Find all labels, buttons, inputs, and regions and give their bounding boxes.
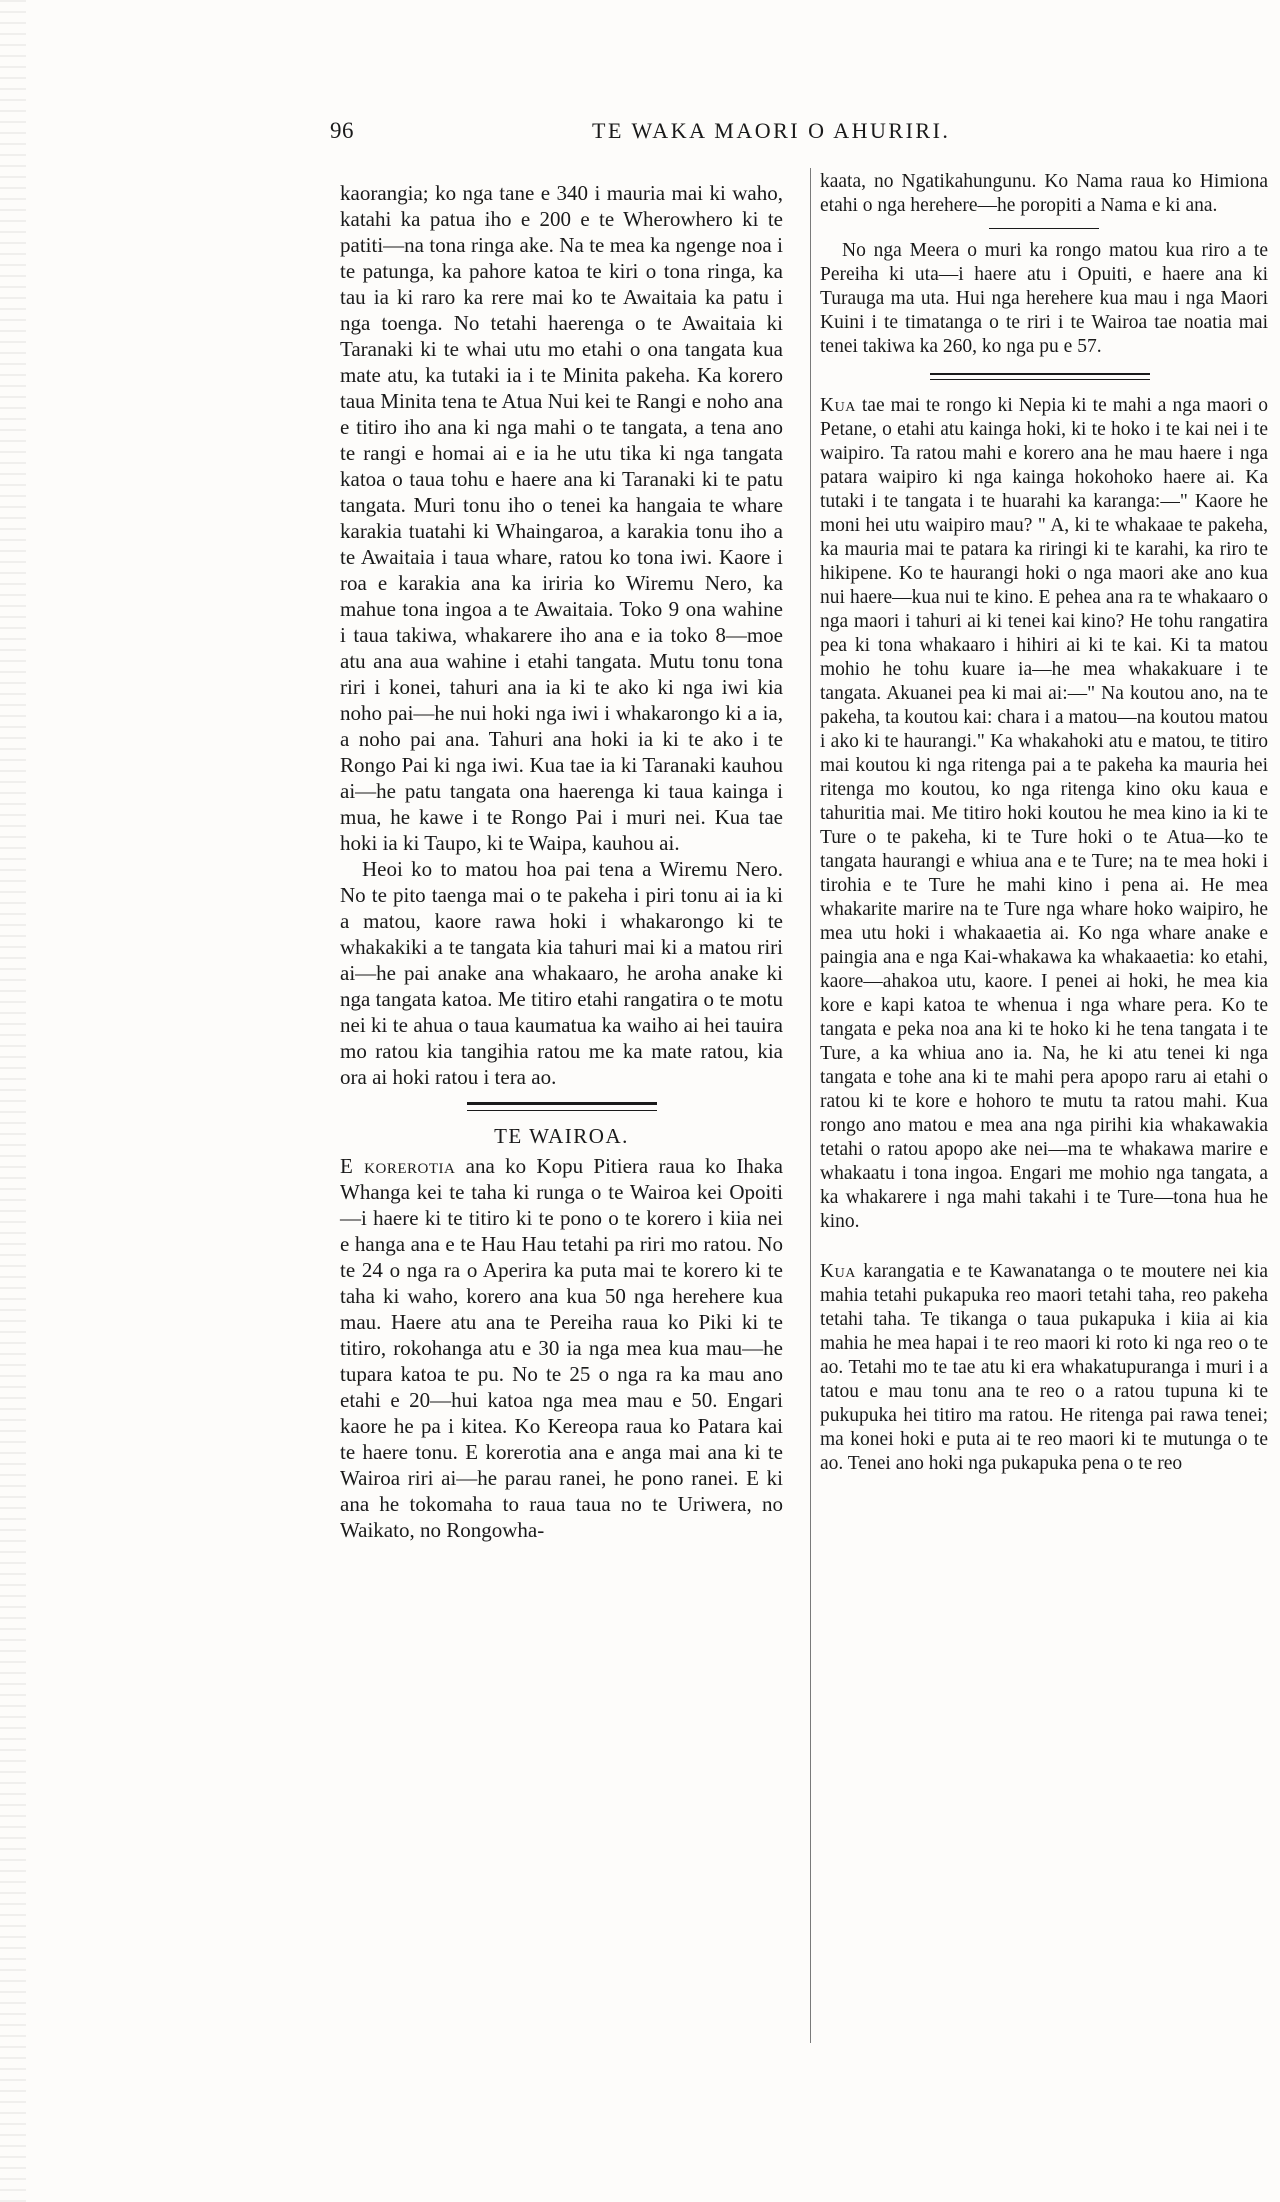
paragraph-4-body: karangatia e te Kawanatanga o te moutere nei kia mahia tetahi pukapuka reo maori tetahi taha, reo pakeha tetahi taha. Te tikanga o taua pukapuka i kiia ai kia mahia he mea hapai i te reo maori ki roto ki nga reo o te ao. Tetahi mo te tae atu ki era whakatupuranga i muri i a tatou e mau tonu ana te reo o a ratou tupuna ki te pukupuka hei titiro ma ratou. He ritenga pai rawa tenei; ma konei hoki e puta ai te reo maori ki te mutunga o te ao. Tenei ano hoki nga pukapuka pena o te reo	[820, 1261, 1268, 1474]
right-rule-2	[930, 373, 1150, 380]
section-lead: E korerotia	[340, 1154, 456, 1178]
right-paragraph-3	[820, 394, 1268, 1234]
left-paragraph-2: Heoi ko to matou hoa pai tena a Wiremu Nero. No te pito taenga mai o te pakeha i piri tonu ai ia ki a matou, kaore rawa hoki i whakarongo ki te whakakiki a te tangata kia tahuri mai ki a matou riri ai—he pai anake ana whakaaro, he aroha anake ki nga tangata katoa. Me titiro etahi rangatira o te motu nei ki te ahua o taua kaumatua ka waiho ai hei tauira mo ratou kia tangihia ratou me ka mate ratou, kia ora ai hoki ratou i tera ao.	[340, 857, 783, 1089]
left-paragraph-1: kaorangia; ko nga tane e 340 i mauria mai ki waho, katahi ka patua iho e 200 e te Wherowhero ki te patiti—na tona ringa ake. Na te mea ka ngenge noa i te patunga, ka pahore katoa te kiri o tona ringa, ka tau ia ki raro ka rere mai ko te Awaitaia ka patu i nga toenga. No tetahi haerenga o te Awaitaia ki Taranaki ki te whai utu mo etahi o ona tangata kua mate atu, ka tutaki ia i te Minita pakeha. Ka korero taua Minita tena te Atua Nui kei te Rangi e noho ana e titiro iho ana ki nga mahi o te tangata, a tena ano te rangi e homai ai e ia he utu tika ki nga tangata katoa o taua tohu e haere ana ki Taranaki ki te patu tangata. Muri tonu iho o tenei ka hangaia te whare karakia tuatahi ki Whaingaroa, a karakia tonu iho a te Awaitaia i taua whare, ratou ko tona iwi. Kaore i roa e karakia ana ka iriria ko Wiremu Nero, ka mahue tona ingoa a te Awaitaia. Toko 9 ona wahine i taua takiwa, whakarere iho ana e ia toko 8—moe atu ana aua wahine i etahi tangata. Mutu tonu tona riri i konei, tahuri ana ia ki te ako ki nga iwi kia noho pai—he nui hoki nga iwi i whakarongo ki a ia, a noho pai ana. Tahuri ana hoki ia ki te ako i te Rongo Pai ki nga iwi. Kua tae ia ki Taranaki kauhou ai—he patu tangata ona haerenga ki taua kainga i mua, he kawe i te Rongo Pai i muri nei. Kua tae hoki ia ki Taupo, ki te Waipa, kauhou ai.	[340, 181, 783, 855]
page-header	[330, 118, 1110, 158]
right-rule-1	[989, 228, 1099, 229]
paragraph-4-lead: Kua	[820, 1261, 856, 1282]
paragraph-3-body: tae mai te rongo ki Nepia ki te mahi a nga maori o Petane, o etahi atu kainga hoki, ki te hoko i te kai nei i te waipiro. Ta ratou mahi e korero ana he mau haere i nga patara waipiro ki nga kainga hokohoko haere ai. Ka tutaki i te tangata i te huarahi ka karanga:—" Kaore he moni hei utu waipiro mau? " A, ki te whakaae te pakeha, ka mauria mai te patara ka riringi ki te karahi, ka riro te hikipene. Ko te haurangi hoki o nga maori ake ano kua nui haere—kua nui te kino. E pehea ana ra te whakaaro o nga maori i tahuri ai ki tenei kai kino? He tohu rangatira pea ki tona whakaaro i hihiri ai ki te kai. Ki ta matou mohio he tohu kuare ia—he mea whakakuare i te tangata. Akuanei pea ki mai ai:—" Na koutou ano, na te pakeha, ta koutou kai: chara i a matou—na koutou matou i ako ki te haurangi." Ka whakahoki atu e matou, te titiro mai koutou ki nga ritenga pai a te pakeha ka mauria hei ritenga mo koutou, ko nga ritenga kino oku kaua e tahuritia mai. Me titiro hoki koutou he mea kino ia ki te Ture o te pakeha, ki te Ture hoki o te Atua—ko te tangata haurangi e whiua ana e te Ture; na te mea hoki i tirohia e te Ture he mahi kino i pena ai. He mea whakarite marire na te Ture nga whare hoko waipiro, he mea utu hoki i whakaaetia ai. Ko nga whare anake e paingia ana e nga Kai-whakawa ka whakaaetia: ko etahi, kaore—ahakoa utu, kaore. I penei ai hoki, he mea kia kore e kapi katoa te whenua i nga whare pera. Ko te tangata e peka noa ana ki te hoko ki he tena tangata i te Ture, a ka whiua ano ia. Na, he ki atu tenei ki nga tangata e tohe ana ki te mahi pera apopo raru ai etahi o ratou ki te kore e hohoro te mutu ta ratou mahi. Kua rongo ano matou e mea ana nga pirihi kia whakawakia tetahi o ratou apopo ake nei—ma te whakawa marire e whakaatu i tona ingoa. Engari me mohio nga tangata, a ka whakarere i nga mahi takahi i te Ture—tona hua he kino.	[820, 395, 1269, 1232]
spacer	[820, 1234, 1268, 1260]
right-paragraph-2: No nga Meera o muri ka rongo matou kua riro a te Pereiha ki uta—i haere atu i Opuiti, e haere ana ki Turauga ma uta. Hui nga herehere kua mau i nga Maori Kuini i te timatanga o te riri i te Wairoa tae noatia mai tenei takiwa ka 260, ko nga pu e 57.	[820, 240, 1268, 357]
section-heading: TE WAIROA.	[494, 1124, 629, 1148]
section-paragraph	[340, 1153, 783, 1543]
paragraph-3-lead: Kua	[820, 395, 856, 416]
section-body: ana ko Kopu Pitiera raua ko Ihaka Whanga kei te taha ki runga o te Wairoa kei Opoiti—i haere ki te titiro ki te pono o te korero i kiia nei e hanga ana e te Hau Hau tetahi pa riri mo ratou. No te 24 o nga ra o Aperira ka puta mai te korero ki te taha ki waho, korero ana kua 50 nga herehere kua mau. Haere atu ana te Pereiha raua ko Piki ki te titiro, rokohanga atu e 30 ia nga mea kua mau—he tupara katoa te pu. No te 25 o nga ra ka mau ano etahi e 20—hui katoa nga mea mau e 50. Engari kaore he pa i kitea. Ko Kereopa raua ko Patara kai te haere tonu. E korerotia ana e anga mai ana ki te Wairoa riri ai—he parau ranei, he pono ranei. E ki ana he tokomaha to raua taua no te Uriwera, no Waikato, no Rongowha-	[340, 1154, 783, 1542]
section-rule	[467, 1102, 657, 1111]
right-column	[820, 170, 1268, 1476]
running-title: TE WAKA MAORI O AHURIRI.	[592, 118, 951, 143]
right-paragraph-1: kaata, no Ngatikahungunu. Ko Nama raua ko Himiona etahi o nga herehere—he poropiti a Nama e ki ana.	[820, 171, 1268, 216]
page-edge-speckle	[0, 0, 26, 2202]
column-divider	[810, 168, 811, 2043]
left-column	[340, 180, 783, 1543]
page-number: 96	[330, 118, 354, 143]
right-paragraph-4	[820, 1260, 1268, 1476]
